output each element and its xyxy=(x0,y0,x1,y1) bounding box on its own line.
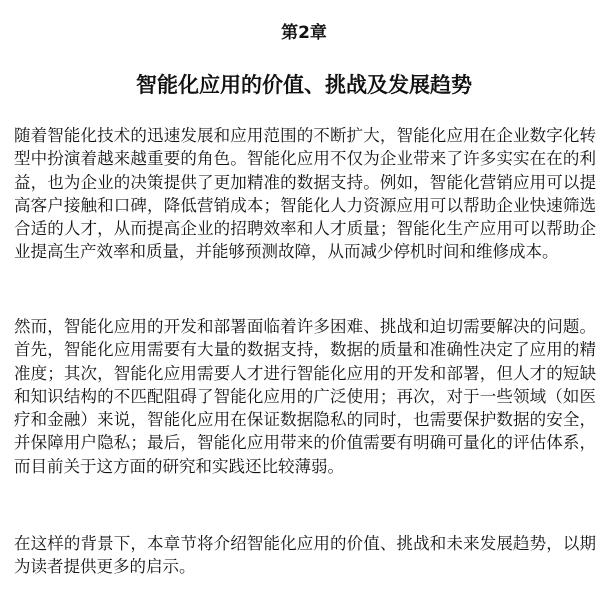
body-paragraph-3: 在这样的背景下，本章节将介绍智能化应用的价值、挑战和未来发展趋势，以期为读者提供更多的启示。 xyxy=(14,534,596,577)
chapter-title: 智能化应用的价值、挑战及发展趋势 xyxy=(136,73,472,97)
body-paragraph-2: 然而，智能化应用的开发和部署面临着许多困难、挑战和迫切需要解决的问题。首先，智能化应用需要有大量的数据支持，数据的质量和准确性决定了应用的精准度；其次，智能化应用需要人才进行智能化应用的开发和部署，但人才的短缺和知识结构的不匹配阻碍了智能化应用的广泛使用；再次，对于一些领域（如医疗和金融）来说，智能化应用在保证数据隐私的同时，也需要保护数据的安全，并保障用户隐私；最后，智能化应用带来的价值需要有明确可量化的评估体系，而目前关于这方面的研究和实践还比较薄弱。 xyxy=(14,317,596,476)
chapter-label: 第2章 xyxy=(281,23,327,43)
body-paragraph-1: 随着智能化技术的迅速发展和应用范围的不断扩大，智能化应用在企业数字化转型中扮演着越来越重要的角色。智能化应用不仅为企业带来了许多实实在在的利益，也为企业的决策提供了更加精准的数据支持。例如，智能化营销应用可以提高客户接触和口碑，降低营销成本；智能化人力资源应用可以帮助企业快速筛选合适的人才，从而提高企业的招聘效率和人才质量；智能化生产应用可以帮助企业提高生产效率和质量，并能够预测故障，从而减少停机时间和维修成本。 xyxy=(14,126,596,262)
